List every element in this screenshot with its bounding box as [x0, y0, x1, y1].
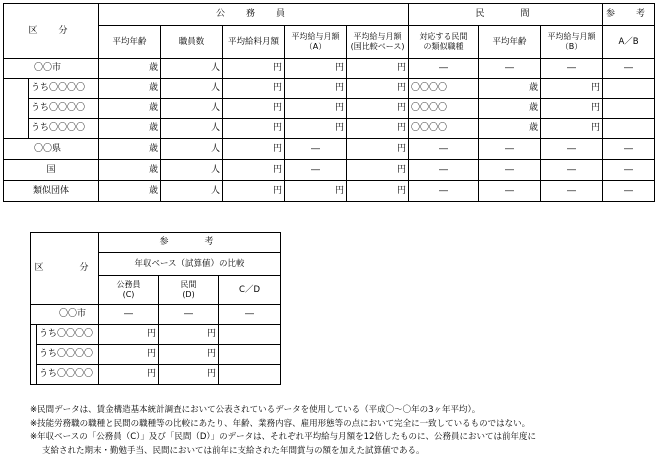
table-row [4, 160, 655, 181]
cell: 円 [223, 59, 285, 79]
subtitle-header: 年収ベース（試算値）の比較 [99, 253, 281, 276]
kubun-header: 区 分 [31, 233, 99, 305]
indent-cell [4, 79, 29, 139]
cell: 円 [347, 119, 409, 139]
col-cd: C／D [219, 276, 281, 305]
cell: 円 [347, 59, 409, 79]
sanko-header: 参 考 [99, 233, 281, 253]
cell: ― [603, 181, 655, 202]
table-row [31, 365, 281, 385]
cell: ― [541, 160, 603, 181]
cell: ― [285, 139, 347, 160]
row-label: うち〇〇〇〇 [29, 119, 99, 139]
row-label: うち〇〇〇〇 [37, 345, 99, 365]
cell: ― [99, 305, 159, 325]
cell: 円 [541, 79, 603, 99]
footnote: ※民間データは、賃金構造基本統計調査において公表されているデータを使用している（平成〇～〇年の3ヶ年平均）。 [30, 405, 481, 415]
cell: ― [479, 139, 541, 160]
cell: 円 [223, 79, 285, 99]
cell: 歳 [99, 160, 161, 181]
cell: ― [409, 160, 479, 181]
row-label: うち〇〇〇〇 [29, 79, 99, 99]
cell: 円 [347, 139, 409, 160]
cell: 円 [347, 79, 409, 99]
cell: ― [603, 59, 655, 79]
col-avg-salary: 平均給料月額 [223, 26, 285, 59]
cell: 歳 [479, 79, 541, 99]
table-row [4, 139, 655, 160]
col-c: 公務員 (C) [99, 276, 159, 305]
cell: 円 [99, 345, 159, 365]
cell: ― [409, 139, 479, 160]
cell: 人 [161, 119, 223, 139]
table-row [4, 99, 655, 119]
cell [603, 79, 655, 99]
comparison-table-1 [3, 3, 655, 202]
cell: ― [409, 181, 479, 202]
col-matched-job: 対応する民間 の類似職種 [409, 26, 479, 59]
cell: 円 [285, 181, 347, 202]
cell: ― [159, 305, 219, 325]
cell: 歳 [99, 139, 161, 160]
cell: 人 [161, 160, 223, 181]
row-label: 国 [4, 160, 99, 181]
cell: 円 [159, 365, 219, 385]
cell: 円 [223, 181, 285, 202]
cell: 円 [347, 99, 409, 119]
cell: 円 [541, 99, 603, 119]
cell: ― [219, 305, 281, 325]
cell: 円 [285, 119, 347, 139]
cell: 円 [347, 160, 409, 181]
cell: 人 [161, 181, 223, 202]
cell: ― [541, 59, 603, 79]
cell [219, 345, 281, 365]
cell: 歳 [99, 59, 161, 79]
cell: 人 [161, 59, 223, 79]
cell: 円 [541, 119, 603, 139]
col-m-avg-age: 平均年齢 [479, 26, 541, 59]
cell: 円 [223, 119, 285, 139]
komuin-header: 公 務 員 [99, 4, 409, 26]
cell: 円 [347, 181, 409, 202]
table-row [31, 305, 281, 325]
table-row [4, 59, 655, 79]
col-ratio: A／B [603, 26, 655, 59]
col-staff-count: 職員数 [161, 26, 223, 59]
cell: 〇〇〇〇 [409, 119, 479, 139]
row-label: 〇〇市 [31, 305, 99, 325]
cell [603, 119, 655, 139]
row-label: うち〇〇〇〇 [37, 365, 99, 385]
kubun-header: 区 分 [4, 4, 99, 59]
cell: ― [479, 181, 541, 202]
sanko-header: 参 考 [603, 4, 655, 26]
cell: 〇〇〇〇 [409, 79, 479, 99]
table-row [4, 181, 655, 202]
cell: 歳 [479, 119, 541, 139]
row-label: 〇〇県 [4, 139, 99, 160]
cell: ― [603, 139, 655, 160]
cell: 歳 [99, 99, 161, 119]
cell: ― [541, 139, 603, 160]
cell: 人 [161, 99, 223, 119]
col-d: 民間 (D) [159, 276, 219, 305]
cell: ― [479, 59, 541, 79]
table-row [31, 345, 281, 365]
cell [219, 365, 281, 385]
cell: 円 [99, 325, 159, 345]
cell [219, 325, 281, 345]
cell: 円 [223, 160, 285, 181]
cell: 円 [159, 345, 219, 365]
cell: 〇〇〇〇 [409, 99, 479, 119]
cell: ― [479, 160, 541, 181]
row-label: 類似団体 [4, 181, 99, 202]
table-row [31, 325, 281, 345]
col-m-avg-pay-b: 平均給与月額 （B） [541, 26, 603, 59]
col-avg-pay-a: 平均給与月額 （A） [285, 26, 347, 59]
table-row [4, 79, 655, 99]
cell: 歳 [99, 181, 161, 202]
footnote: ※技能労務職の職種と民間の職種等の比較にあたり、年齢、業務内容、雇用形態等の点において完全に一致しているものではない。 [30, 418, 531, 429]
footnote: 支給された期末・勤勉手当、民間においては前年に支給された年間賞与の額を加えた試算値である。 [42, 445, 425, 456]
cell: 円 [285, 59, 347, 79]
cell: 円 [285, 99, 347, 119]
row-label: うち〇〇〇〇 [37, 325, 99, 345]
cell: 人 [161, 79, 223, 99]
minkan-header: 民 間 [409, 4, 603, 26]
cell: 円 [159, 325, 219, 345]
cell: ― [603, 160, 655, 181]
cell: ― [541, 181, 603, 202]
row-label: 〇〇市 [4, 59, 99, 79]
row-label: うち〇〇〇〇 [29, 99, 99, 119]
cell: 円 [99, 365, 159, 385]
cell: 円 [223, 139, 285, 160]
footnote: ※年収ベースの「公務員（C）」及び「民間（D）」のデータは、それぞれ平均給与月額を12倍したものに、公務員においては前年度に [30, 432, 536, 442]
cell: 円 [285, 79, 347, 99]
table-row [4, 119, 655, 139]
footnotes [30, 404, 655, 458]
cell: 人 [161, 139, 223, 160]
cell: 円 [223, 99, 285, 119]
cell [603, 99, 655, 119]
cell: 歳 [479, 99, 541, 119]
cell: 歳 [99, 119, 161, 139]
cell: 歳 [99, 79, 161, 99]
col-avg-age: 平均年齢 [99, 26, 161, 59]
cell: ― [409, 59, 479, 79]
cell: ― [285, 160, 347, 181]
col-avg-pay-national: 平均給与月額 (国比較ベース) [347, 26, 409, 59]
comparison-table-2 [30, 232, 281, 385]
